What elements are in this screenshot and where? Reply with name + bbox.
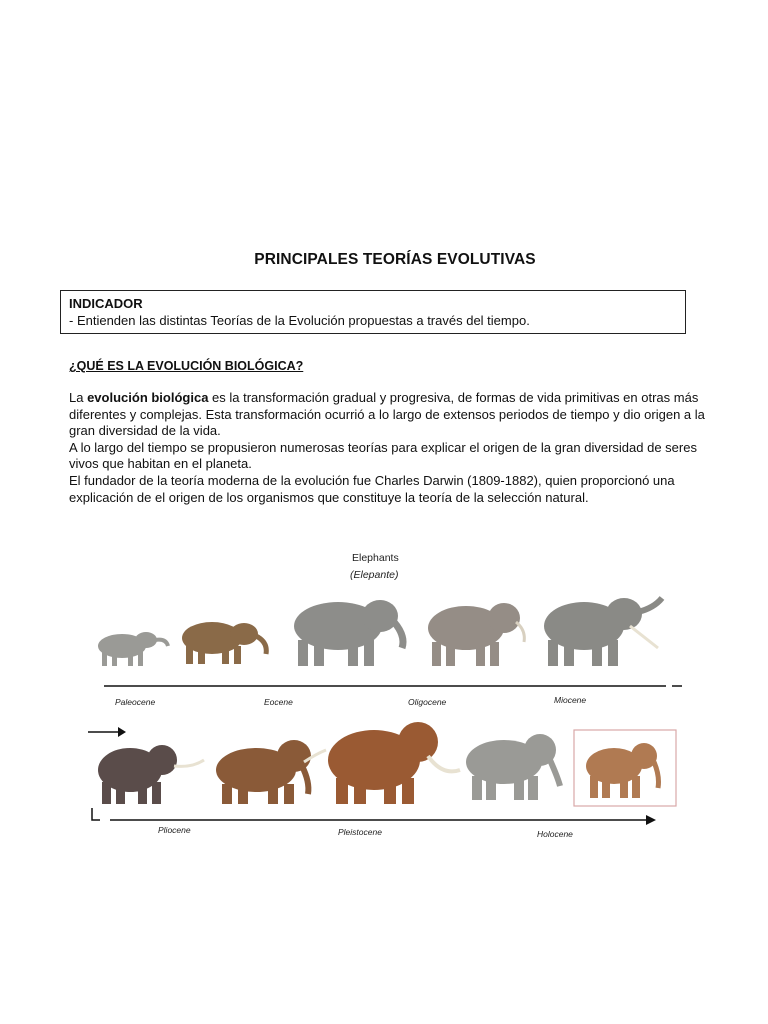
p1-bold: evolución biológica [87,390,209,405]
section-heading: ¿QUÉ ES LA EVOLUCIÓN BIOLÓGICA? [69,359,304,373]
page-title: PRINCIPALES TEORÍAS EVOLUTIVAS [254,251,536,268]
era-label-oligocene: Oligocene [408,697,447,707]
body-text [69,390,709,506]
era-label-miocene: Miocene [554,695,587,705]
era-label-eocene: Eocene [264,697,293,707]
pleistocene-animal-2 [328,722,460,804]
paragraph-2: A lo largo del tiempo se propusieron numerosas teorías para explicar el origen de la gran diversidad de seres vivos que habitan en el planeta. [69,439,697,472]
indicator-box [60,290,686,334]
paragraph-1 [69,390,709,440]
paragraph-3: El fundador de la teoría moderna de la evolución fue Charles Darwin (1809-1882), quien proporcionó una explicación de el origen de los organismos que constituye la teoría de la selección natural. [69,472,675,505]
elephant-evolution-figure [80,590,690,850]
figure-title: Elephants [352,552,399,564]
era-label-pleistocene: Pleistocene [338,827,382,837]
p1-rest: es la transformación gradual y progresiva, de formas de vida primitivas en otras más diferentes y complejas. Esta transformación ocurrió a lo largo de extensos periodos de tiempo y dio origen a la gran diversidad de la vida. [69,390,705,439]
indicator-heading: INDICADOR [69,296,143,311]
eocene-animal [182,622,266,664]
figure-subtitle: (Elepante) [350,569,399,581]
pliocene-animal [98,745,204,804]
p1-start: La [69,390,88,405]
holocene-animal-2 [586,743,659,798]
pleistocene-animal-1 [216,740,326,804]
oligocene-animal-2 [428,603,524,666]
holocene-animal-1 [466,734,560,800]
oligocene-animal-1 [294,600,403,666]
era-label-pliocene: Pliocene [158,825,191,835]
miocene-animal [544,598,662,666]
paleocene-animal [98,632,168,666]
era-label-holocene: Holocene [537,829,573,839]
era-label-paleocene: Paleocene [115,697,156,707]
indicator-text: - Entienden las distintas Teorías de la Evolución propuestas a través del tiempo. [69,313,530,328]
